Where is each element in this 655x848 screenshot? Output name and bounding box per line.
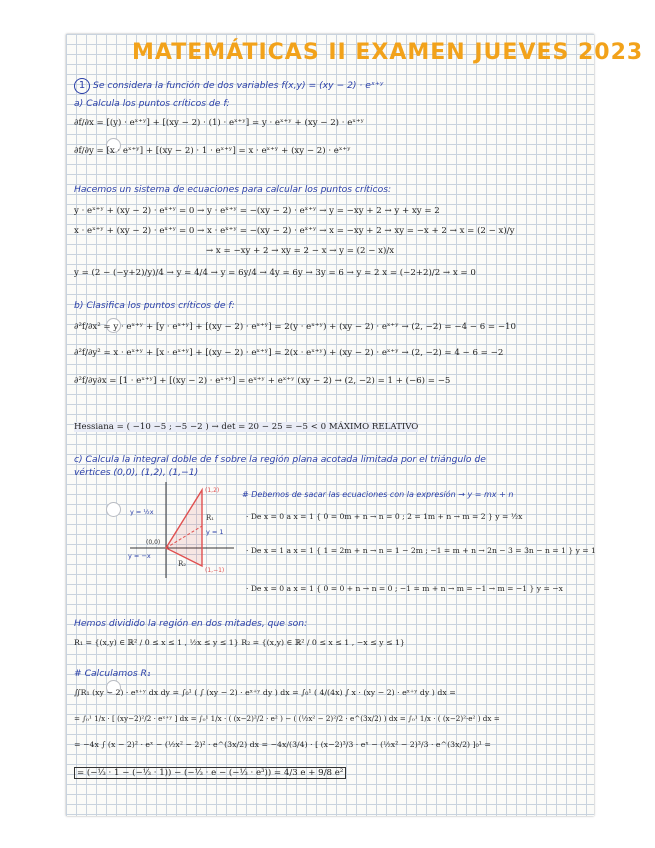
region-definitions: R₁ = {(x,y) ∈ ℝ² / 0 ≤ x ≤ 1 , ½x ≤ y ≤ 1} R₂ = {(x,y) ∈ ℝ² / 0 ≤ x ≤ 1 , −x ≤ y ≤ 1} — [74, 638, 405, 647]
part-c-vertices: vértices (0,0), (1,2), (1,−1) — [74, 467, 199, 478]
line-equation-3: · De x = 0 a x = 1 { 0 = 0 + n → n = 0 ; −1 = m + n → m = −1 → m = −1 } y = −x — [246, 584, 563, 593]
hessian-result: Hessiana = ( −10 −5 ; −5 −2 ) → det = 20 − 25 = −5 < 0 MÁXIMO RELATIVO — [74, 422, 419, 432]
region-label-r1: R₁ — [206, 514, 215, 522]
region-division-note: Hemos dividido la región en dos mitades, que son: — [74, 618, 308, 629]
line-equation-note: # Debemos de sacar las ecuaciones con la expresión → y = mx + n — [242, 490, 514, 499]
vertex-label-1-minus-1: (1,−1) — [205, 567, 225, 574]
part-a-heading: a) Calcula los puntos críticos de f: — [74, 98, 230, 109]
integral-step-1: ∬R₁ (xy − 2) · eˣ⁺ʸ dx dy = ∫₀¹ ( ∫ (xy − 2) · eˣ⁺ʸ dy ) dx = ∫₀¹ ( 4/(4x) ∫ x · (xy − 2) · eˣ⁺ʸ dy ) dx = — [74, 688, 456, 697]
function-label-y-1: y = 1 — [206, 528, 224, 536]
second-derivative-xx: ∂²f/∂x² = y · eˣ⁺ʸ + [y · eˣ⁺ʸ] + [(xy − 2) · eˣ⁺ʸ] = 2(y · eˣ⁺ʸ) + (xy − 2) · eˣ⁺ʸ → (2, −2) = −4 − 6 = −10 — [74, 322, 516, 332]
vertex-label-origin: (0,0) — [146, 539, 161, 546]
page-title: MATEMÁTICAS II EXAMEN JUEVES 2023 — [132, 40, 644, 65]
system-equation-1: y · eˣ⁺ʸ + (xy − 2) · eˣ⁺ʸ = 0 → y · eˣ⁺ʸ = −(xy − 2) · eˣ⁺ʸ → y = −xy + 2 → y + xy = 2 — [74, 206, 440, 216]
part-b-heading: b) Clasifica los puntos críticos de f: — [74, 300, 235, 311]
system-substitution: → x = −xy + 2 → xy = 2 − x → y = (2 − x)/x — [206, 246, 395, 256]
function-label-minus-x: y = −x — [128, 552, 151, 560]
line-equation-2: · De x = 1 a x = 1 { 1 = 2m + n → n = 1 − 2m ; −1 = m + n → 2n − 3 = 3n − n = 1 } y = 1 — [246, 546, 596, 555]
line-equation-1: · De x = 0 a x = 1 { 0 = 0m + n → n = 0 ; 2 = 1m + n → m = 2 } y = ½x — [246, 512, 523, 521]
second-derivative-yy: ∂²f/∂y² = x · eˣ⁺ʸ + [x · eˣ⁺ʸ] + [(xy − 2) · eˣ⁺ʸ] = 2(x · eˣ⁺ʸ) + (xy − 2) · eˣ⁺ʸ → (2, −2) = 4 − 6 = −2 — [74, 348, 504, 358]
partial-derivative-x: ∂f/∂x = [(y) · eˣ⁺ʸ] + [(xy − 2) · (1) · eˣ⁺ʸ] = y · eˣ⁺ʸ + (xy − 2) · eˣ⁺ʸ — [74, 118, 365, 128]
compute-r1-heading: # Calculamos R₁ — [74, 668, 151, 679]
region-label-r2: R₂ — [178, 560, 187, 568]
critical-point-solution: y = (2 − (−y+2)/y)/4 → y = 4/4 → y = 6y/4 → 4y = 6y → 3y = 6 → y = 2 x = (−2+2)/2 → x = 0 — [74, 268, 476, 278]
integral-step-3: = −4x ∫ (x − 2)² · eˣ − (½x² − 2)² · e^(3x/2) dx = −4x/(3/4) · [ (x−2)³/3 · eˣ − (½x² − 2)³/3 · e^(3x/2) ]₀¹ = — [74, 740, 491, 749]
binder-hole — [106, 502, 121, 517]
function-label-half-x: y = ½x — [130, 508, 154, 516]
problem-1-statement: 1 Se considera la función de dos variables f(x,y) = (xy − 2) · eˣ⁺ʸ — [74, 78, 383, 94]
triangle-region — [166, 490, 202, 566]
system-heading: Hacemos un sistema de ecuaciones para calcular los puntos críticos: — [74, 184, 392, 195]
integral-step-2: = ∫₀¹ 1/x · [ (xy−2)²/2 · eˣ⁺ʸ ] dx = ∫₀¹ 1/x · ( (x−2)²/2 · e² ) − ( (½x² − 2)²/2 · e^(3x/2) ) dx = ∫₀¹ 1/x · ( (x−2)²·e² ) dx = — [74, 714, 500, 723]
system-equation-2: x · eˣ⁺ʸ + (xy − 2) · eˣ⁺ʸ = 0 → x · eˣ⁺ʸ = −(xy − 2) · eˣ⁺ʸ → x = −xy + 2 → xy = −x + 2 → x = (2 − x)/y — [74, 226, 515, 236]
vertex-label-1-2: (1,2) — [205, 487, 220, 494]
triangle-region-graph — [126, 480, 236, 580]
part-c-heading: c) Calcula la integral doble de f sobre la región plana acotada limitada por el triángulo de — [74, 454, 486, 465]
problem-number-badge: 1 — [74, 78, 90, 94]
partial-derivative-y: ∂f/∂y = [x · eˣ⁺ʸ] + [(xy − 2) · 1 · eˣ⁺ʸ] = x · eˣ⁺ʸ + (xy − 2) · eˣ⁺ʸ — [74, 146, 351, 156]
notebook-page — [66, 34, 644, 816]
second-derivative-xy: ∂²f/∂y∂x = [1 · eˣ⁺ʸ] + [(xy − 2) · eˣ⁺ʸ] = eˣ⁺ʸ + eˣ⁺ʸ (xy − 2) → (2, −2) = 1 + (−6) = −5 — [74, 376, 451, 386]
integral-final-result: = (−⅓ · 1 − (−⅓ · 1)) − (−⅓ · e − (−⅓ · e³)) = 4/3 e + 9/8 e² — [74, 768, 346, 778]
